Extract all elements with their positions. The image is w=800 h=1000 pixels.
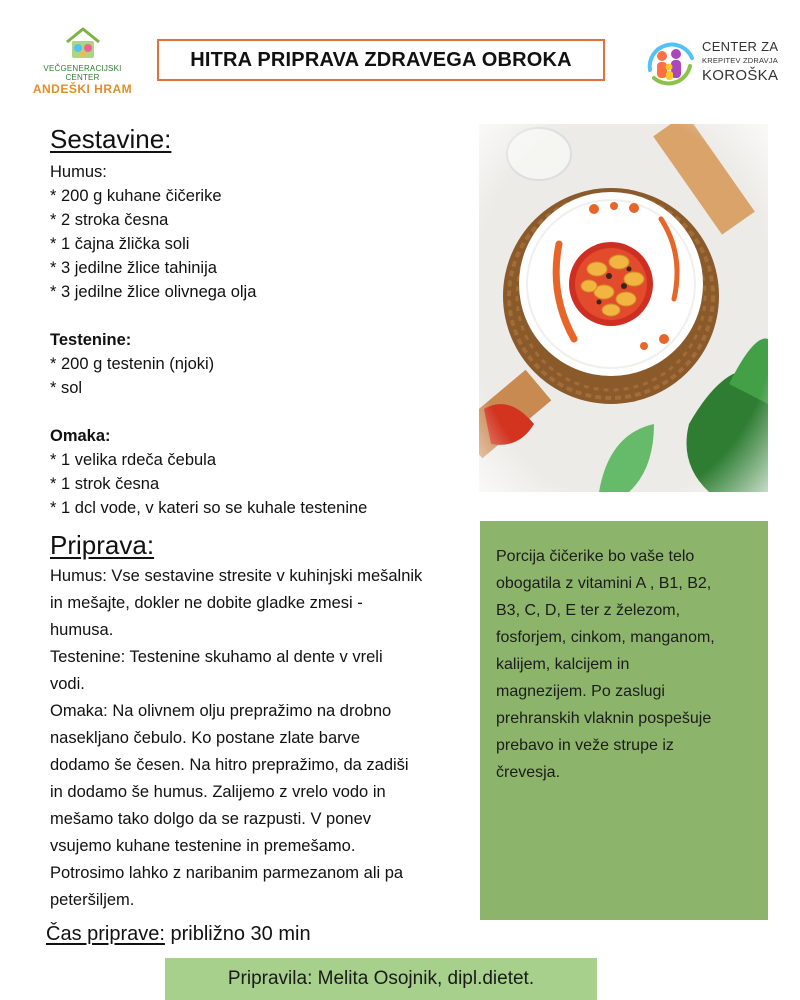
info-line: prehranskih vlaknin pospešuje [496, 710, 712, 727]
ingredient-item: * 200 g kuhane čičerike [50, 187, 222, 205]
preparation-line: dodamo še česen. Na hitro prepražimo, da zadiši [50, 756, 409, 774]
info-line: magnezijem. Po zaslugi [496, 683, 665, 700]
ingredient-item: * sol [50, 379, 83, 397]
right-logo-line2: KREPITEV ZDRAVJA [702, 56, 778, 65]
info-line: kalijem, kalcijem in [496, 656, 630, 673]
preparation-time-label: Čas priprave: [46, 923, 165, 945]
preparation-time [46, 923, 311, 946]
ingredient-item: * 1 strok česna [50, 475, 160, 493]
info-line: B3, C, D, E ter z železom, [496, 602, 681, 619]
humus-title: Humus: [50, 163, 107, 181]
preparation-line: humusa. [50, 621, 114, 639]
preparation-line: in mešajte, dokler ne dobite gladke zmesi - [50, 594, 363, 612]
ingredient-item: * 1 dcl vode, v kateri so se kuhale testenine [50, 499, 368, 517]
preparation-line: nasekljano čebulo. Ko postane zlate barve [50, 729, 361, 747]
center-za-krepitev-zdravja-logo [642, 34, 792, 94]
preparation-heading: Priprava: [50, 530, 155, 560]
author-credit: Pripravila: Melita Osojnik, dipl.dietet. [165, 958, 597, 1000]
ingredient-item: * 1 čajna žlička soli [50, 235, 190, 253]
food-photo [479, 124, 768, 492]
right-logo-line3: KOROŠKA [702, 66, 779, 84]
info-line: obogatila z vitamini A , B1, B2, [496, 575, 712, 592]
ingredient-item: * 1 velika rdeča čebula [50, 451, 217, 469]
preparation-line: Humus: Vse sestavine stresite v kuhinjski mešalnik [50, 567, 423, 585]
family-logo-icon [642, 34, 698, 90]
ingredients-heading: Sestavine: [50, 124, 172, 154]
preparation-line: Potrosimo lahko z naribanim parmezanom ali pa [50, 864, 404, 882]
food-plate-image [479, 124, 768, 492]
left-logo-line2: ANDEŠKI HRAM [32, 82, 133, 96]
ingredient-item: * 3 jedilne žlice olivnega olja [50, 283, 257, 301]
house-logo-icon [63, 26, 103, 60]
omaka-title: Omaka: [50, 427, 111, 445]
preparation-line: vodi. [50, 675, 85, 693]
ingredient-item: * 3 jedilne žlice tahinija [50, 259, 217, 277]
andeski-hram-logo [30, 26, 135, 96]
info-line: prebavo in veže strupe iz [496, 737, 674, 754]
preparation-line: peteršiljem. [50, 891, 135, 909]
preparation-text [50, 563, 470, 914]
preparation-line: Testenine: Testenine skuhamo al dente v vreli [50, 648, 383, 666]
ingredient-item: * 2 stroka česna [50, 211, 169, 229]
left-logo-line1: VEČGENERACIJSKI CENTER [43, 64, 122, 82]
info-line: črevesja. [496, 764, 561, 781]
page-title: HITRA PRIPRAVA ZDRAVEGA OBROKA [157, 39, 605, 81]
preparation-line: Omaka: Na olivnem olju prepražimo na drobno [50, 702, 392, 720]
preparation-line: mešamo tako dolgo da se razpusti. V ponev [50, 810, 372, 828]
ingredient-item: * 200 g testenin (njoki) [50, 355, 215, 373]
preparation-time-value: približno 30 min [164, 923, 311, 945]
right-logo-line1: CENTER ZA [702, 39, 779, 54]
info-line: Porcija čičerike bo vaše telo [496, 548, 695, 565]
ingredients-list [50, 160, 470, 520]
preparation-line: vsujemo kuhane testenine in premešamo. [50, 837, 356, 855]
info-line: fosforjem, cinkom, manganom, [496, 629, 715, 646]
nutrition-info-box [480, 521, 768, 920]
testenine-title: Testenine: [50, 331, 132, 349]
preparation-line: in dodamo še humus. Zalijemo z vrelo vodo in [50, 783, 386, 801]
